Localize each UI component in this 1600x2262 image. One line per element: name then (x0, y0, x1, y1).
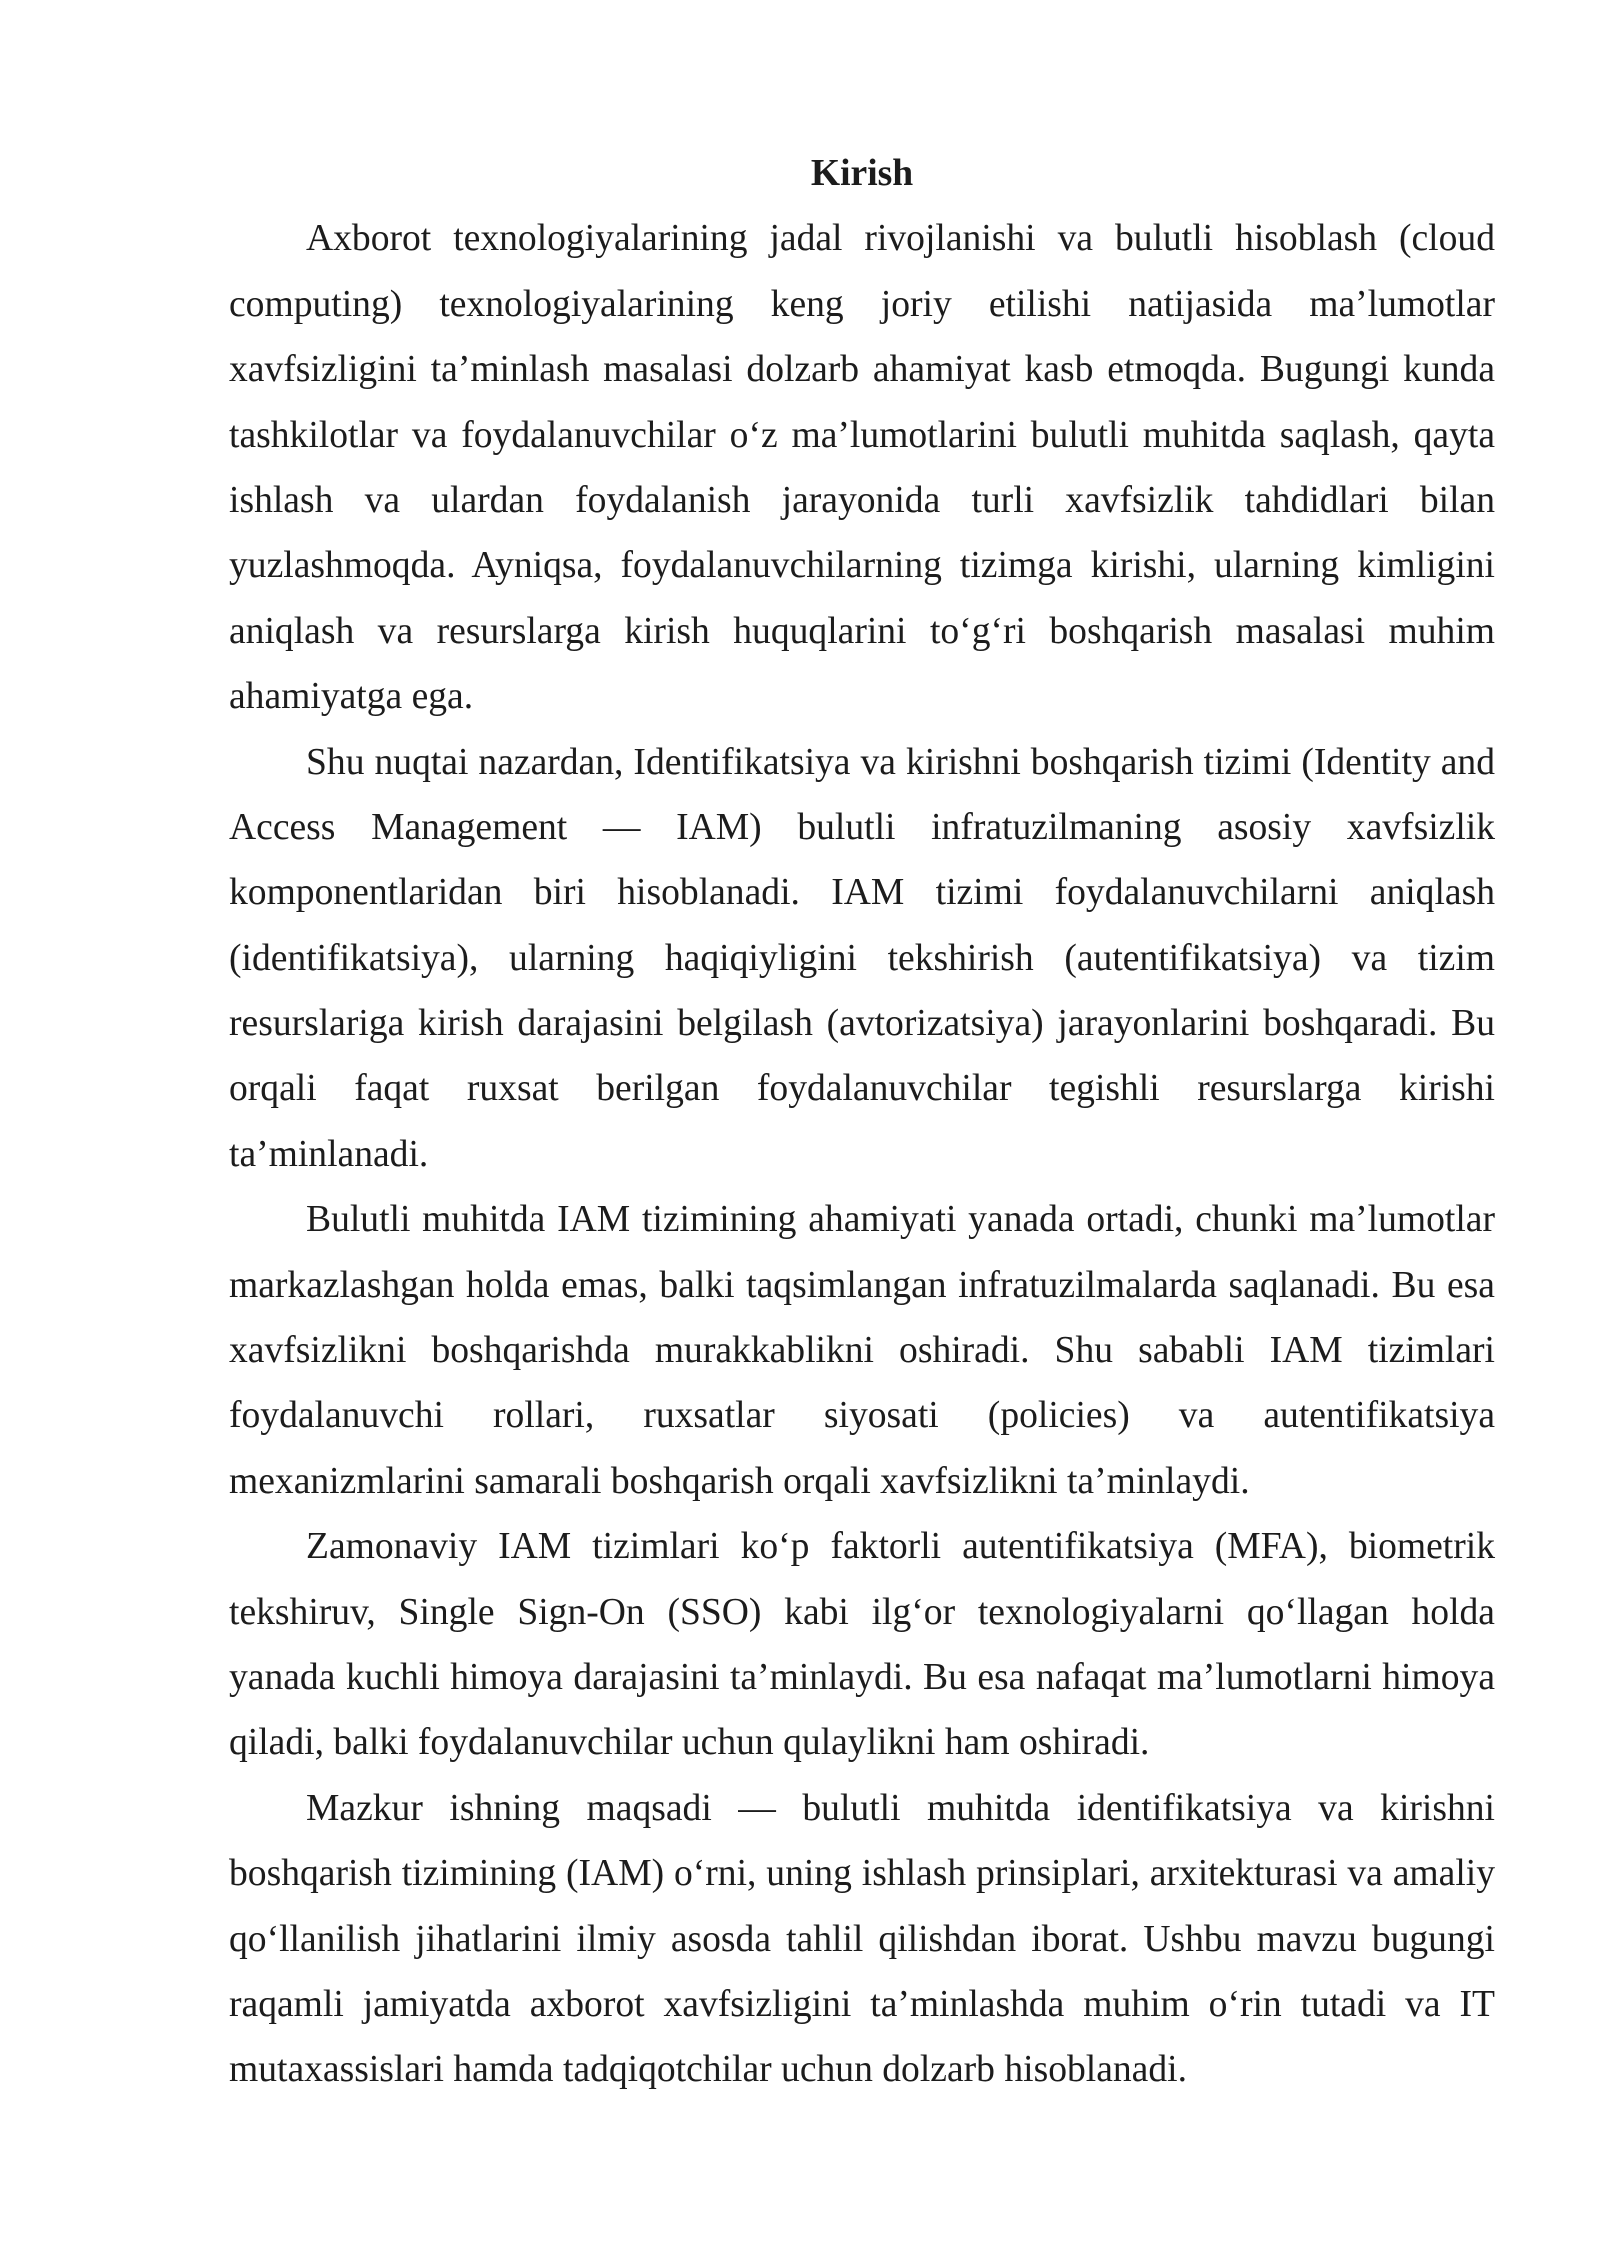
paragraph-line: ahamiyatga ega. (229, 676, 474, 718)
paragraph-line: yuzlashmoqda. Ayniqsa, foydalanuvchilarning tizimga kirishi, ularning kimligini (229, 545, 1495, 587)
paragraph-line: ishlash va ulardan foydalanish jarayonida turli xavfsizlik tahdidlari bilan (229, 479, 1495, 521)
paragraph-line: ta’minlanadi. (229, 1133, 429, 1175)
paragraph-line: qiladi, balki foydalanuvchilar uchun qulaylikni ham oshiradi. (229, 1722, 1150, 1764)
paragraph-line: orqali faqat ruxsat berilgan foydalanuvchilar tegishli resurslarga kirishi (229, 1068, 1495, 1110)
paragraph-line: markazlashgan holda emas, balki taqsimlangan infratuzilmalarda saqlanadi. Bu esa (229, 1264, 1495, 1306)
paragraph-line: komponentlaridan biri hisoblanadi. IAM tizimi foydalanuvchilarni aniqlash (229, 872, 1495, 914)
document-title: Kirish (810, 153, 914, 194)
paragraph (229, 206, 1495, 729)
paragraph-line: xavfsizlikni boshqarishda murakkablikni oshiradi. Shu sababli IAM tizimlari (229, 1330, 1495, 1372)
paragraph-line: raqamli jamiyatda axborot xavfsizligini ta’minlashda muhim o‘rin tutadi va IT (229, 1983, 1495, 2025)
document-body (229, 141, 1495, 2103)
paragraph-line: Access Management — IAM) bulutli infratuzilmaning asosiy xavfsizlik (229, 806, 1495, 848)
paragraph-line: mutaxassislari hamda tadqiqotchilar uchun dolzarb hisoblanadi. (229, 2049, 1187, 2091)
paragraph (229, 1776, 1495, 2103)
paragraph-line: xavfsizligini ta’minlash masalasi dolzarb ahamiyat kasb etmoqda. Bugungi kunda (229, 349, 1495, 391)
paragraph-line: qo‘llanilish jihatlarini ilmiy asosda tahlil qilishdan iborat. Ushbu mavzu bugungi (229, 1918, 1495, 1960)
paragraph-line: Zamonaviy IAM tizimlari ko‘p faktorli autentifikatsiya (MFA), biometrik (306, 1526, 1495, 1568)
paragraph-line: mexanizmlarini samarali boshqarish orqali xavfsizlikni ta’minlaydi. (229, 1460, 1250, 1502)
paragraph (229, 1514, 1495, 1776)
paragraph-line: tashkilotlar va foydalanuvchilar o‘z ma’lumotlarini bulutli muhitda saqlash, qayta (229, 414, 1495, 456)
paragraph-line: Axborot texnologiyalarining jadal rivojlanishi va bulutli hisoblash (cloud (306, 218, 1495, 260)
paragraph-line: tekshiruv, Single Sign-On (SSO) kabi ilg‘or texnologiyalarni qo‘llagan holda (229, 1591, 1495, 1633)
paragraph-line: (identifikatsiya), ularning haqiqiyligini tekshirish (autentifikatsiya) va tizim (229, 937, 1495, 979)
paragraph-line: computing) texnologiyalarining keng joriy etilishi natijasida ma’lumotlar (229, 283, 1495, 325)
paragraph (229, 1187, 1495, 1514)
paragraph-line: Bulutli muhitda IAM tizimining ahamiyati yanada ortadi, chunki ma’lumotlar (306, 1199, 1495, 1241)
paragraph-line: aniqlash va resurslarga kirish huquqlarini to‘g‘ri boshqarish masalasi muhim (229, 610, 1495, 652)
paragraph-line: Shu nuqtai nazardan, Identifikatsiya va kirishni boshqarish tizimi (Identity and (306, 741, 1495, 783)
paragraph-line: resurslariga kirish darajasini belgilash (avtorizatsiya) jarayonlarini boshqaradi. Bu (229, 1003, 1495, 1045)
paragraph-line: Mazkur ishning maqsadi — bulutli muhitda identifikatsiya va kirishni (306, 1787, 1495, 1829)
paragraph-line: foydalanuvchi rollari, ruxsatlar siyosati (policies) va autentifikatsiya (229, 1395, 1495, 1437)
paragraph-line: boshqarish tizimining (IAM) o‘rni, uning ishlash prinsiplari, arxitekturasi va amaliy (229, 1853, 1495, 1895)
paragraph-line: yanada kuchli himoya darajasini ta’minlaydi. Bu esa nafaqat ma’lumotlarni himoya (229, 1656, 1495, 1698)
paragraph (229, 730, 1495, 1188)
